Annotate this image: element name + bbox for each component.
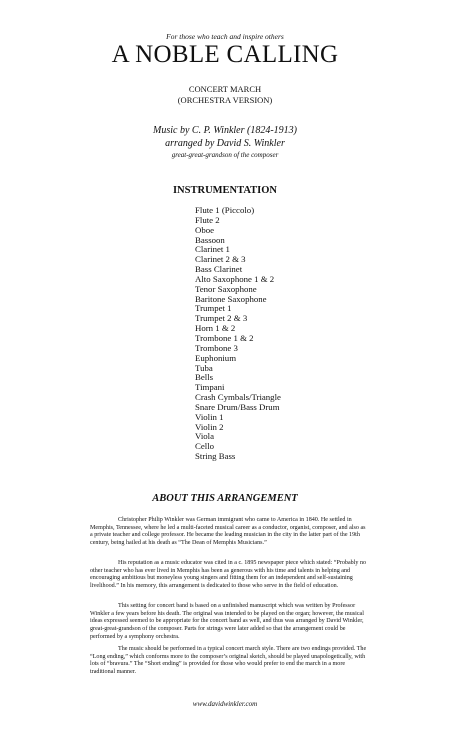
arranger-relation-note: great-great-grandson of the composer [171, 151, 279, 159]
instrument-item: Tuba [195, 362, 213, 373]
about-paragraph [90, 646, 367, 677]
instrument-item: Bells [195, 372, 214, 383]
subtitle-concert-march: CONCERT MARCH [188, 84, 262, 94]
dedication-line: For those who teach and inspire others [166, 32, 284, 41]
about-paragraph [90, 603, 367, 642]
about-paragraph-text: The music should be performed in a typical concert march style. There are two endings provided. The “Long ending,” which conforms more to the composer’s original sketch, should be played unapologetically, with lots of “bravura.” The “Short ending” is provided for those who would prefer to end the march in a more traditional manner. [90, 646, 367, 676]
instrument-item: Clarinet 2 & 3 [195, 254, 246, 265]
instrument-item: Horn 1 & 2 [195, 323, 236, 334]
instrument-item: Baritone Saxophone [195, 293, 267, 304]
footer-website: www.davidwinkler.com [192, 700, 258, 708]
page-title: A NOBLE CALLING [111, 41, 339, 68]
instrument-item: Flute 2 [195, 214, 220, 225]
instrument-item: Oboe [195, 224, 215, 235]
instrument-item: Crash Cymbals/Triangle [195, 392, 281, 403]
instrument-item: Snare Drum/Bass Drum [195, 401, 280, 412]
instrument-item: Euphonium [195, 352, 237, 363]
arranger-credit: arranged by David S. Winkler [165, 138, 285, 149]
instrument-item: Trombone 3 [195, 342, 238, 353]
instrument-item: Tenor Saxophone [195, 283, 257, 294]
instrument-item: Bassoon [195, 234, 225, 245]
composer-credit: Music by C. P. Winkler (1824-1913) [153, 125, 297, 136]
about-paragraph-text: This setting for concert band is based on a unfinished manuscript which was written by Professor Winkler a few years before his death. The original was intended to be played on the organ; however, the musical ideas expressed seemed to be appropriate for the concert band as well, and thus was arranged by David Winkler, great-great-grandson of the composer. Parts for strings were later added so that the arrangement could be performed by a symphony orchestra. [90, 603, 364, 640]
instrument-item: Trumpet 2 & 3 [195, 313, 248, 324]
instrument-item: Violin 1 [195, 411, 224, 422]
instrument-item: String Bass [195, 451, 236, 462]
instrument-item: Violin 2 [195, 421, 224, 432]
instrument-item: Timpani [195, 382, 225, 393]
instrumentation-heading: INSTRUMENTATION [172, 185, 278, 196]
instrument-item: Bass Clarinet [195, 264, 243, 275]
about-paragraph [90, 560, 367, 591]
instrument-item: Viola [195, 431, 215, 442]
about-paragraph-text: Christopher Philip Winkler was German immigrant who came to America in 1840. He settled in Memphis, Tennessee, where he led a multi-faceted musical career as a conductor, organist, composer, and also as a private teacher and college professor. He became the leading musician in the city in the latter part of the 19th century, being hailed at his death as “The Dean of Memphis Musicians.” [90, 517, 366, 547]
about-paragraph-text: His reputation as a music educator was cited in a c. 1895 newspaper piece which stated: “Probably no other teacher who has ever lived in Memphis has been as generous with his time and talents in helping and encouraging ambitious but moneyless young singers and fitting them for an independent and self-sustaining livelihood.” In his memory, this arrangement is dedicated to those who serve in the field of education. [90, 560, 367, 590]
about-paragraph [90, 517, 367, 548]
instrument-item: Cello [195, 441, 215, 452]
instrument-item: Alto Saxophone 1 & 2 [195, 273, 275, 284]
instrument-item: Trumpet 1 [195, 303, 232, 314]
instrumentation-list [195, 206, 281, 462]
instrument-item: Flute 1 (Piccolo) [195, 205, 255, 215]
subtitle-version: (ORCHESTRA VERSION) [177, 95, 273, 105]
instrument-item: Clarinet 1 [195, 244, 230, 255]
instrument-item: Trombone 1 & 2 [195, 332, 254, 343]
about-heading: ABOUT THIS ARRANGEMENT [152, 493, 298, 504]
